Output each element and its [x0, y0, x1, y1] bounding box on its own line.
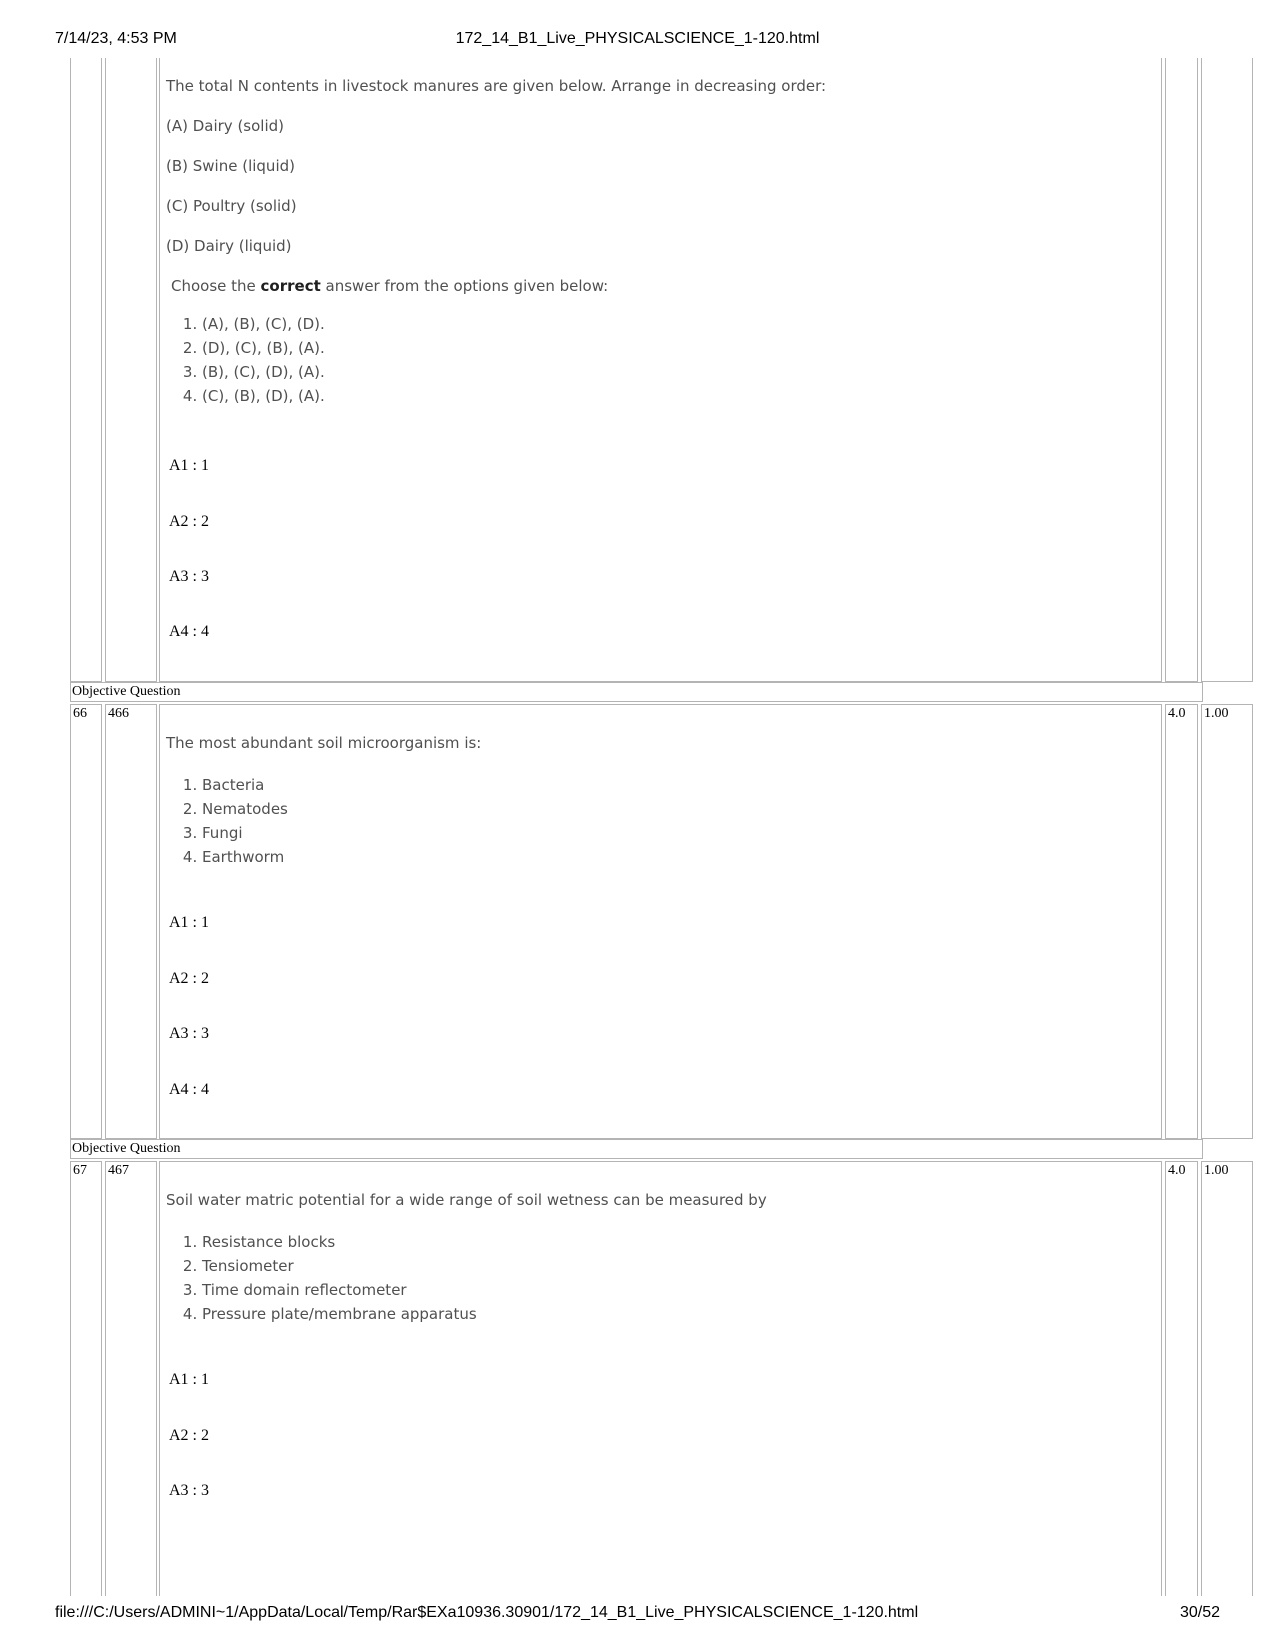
option-item: 3. (B), (C), (D), (A).: [202, 360, 1151, 384]
answer-key-2: A2 : 2: [169, 513, 209, 530]
marks-cell: 4.0: [1165, 704, 1198, 1139]
option-list: [166, 312, 1151, 408]
page-indicator: 30/52: [1179, 1604, 1220, 1621]
question-type-row: Objective Question: [70, 682, 1203, 702]
option-item: 3. Time domain reflectometer: [202, 1278, 1151, 1302]
print-footer: [55, 1604, 1220, 1626]
answer-key-4: A4 : 4: [169, 623, 209, 640]
print-datetime: 7/14/23, 4:53 PM: [55, 30, 177, 47]
negative-cell: 1.00: [1201, 704, 1253, 1139]
qid-cell: 467: [105, 1161, 157, 1596]
instruction: [166, 276, 1151, 316]
instruction-bold: correct: [260, 277, 321, 295]
question-stem: The most abundant soil microorganism is:: [166, 734, 482, 752]
print-header: [55, 30, 1220, 52]
option-item: 2. (D), (C), (B), (A).: [202, 336, 1151, 360]
question-block-65: [70, 58, 1203, 682]
instruction-post: answer from the options given below:: [320, 277, 609, 295]
answer-key-3: A3 : 3: [169, 1482, 209, 1499]
answer-key-2: A2 : 2: [169, 970, 209, 987]
serial-cell: 66: [70, 704, 102, 1139]
question-text: [166, 733, 1151, 869]
question-block-67: [70, 1161, 1229, 1596]
answer-key-1: A1 : 1: [169, 1371, 209, 1388]
option-item: 2. Tensiometer: [202, 1254, 1151, 1278]
question-cell: [159, 704, 1162, 1139]
option-item: 1. Resistance blocks: [202, 1230, 1151, 1254]
print-file-url: file:///C:/Users/ADMINI~1/AppData/Local/Temp/Rar$EXa10936.30901/172_14_B1_Live_PHYSICALSCIENCE_1-120.html: [55, 1604, 919, 1621]
match-item: (B) Swine (liquid): [166, 157, 295, 175]
option-list: [166, 773, 1151, 869]
option-item: 4. (C), (B), (D), (A).: [202, 384, 1151, 408]
question-cell: [159, 1161, 1162, 1596]
answer-key-3: A3 : 3: [169, 568, 209, 585]
marks-cell: [1165, 58, 1198, 682]
question-cell: [159, 58, 1162, 682]
question-type-row: Objective Question: [70, 1139, 1203, 1159]
match-item: (A) Dairy (solid): [166, 117, 285, 135]
marks-cell: 4.0: [1165, 1161, 1198, 1596]
question-text: [166, 1190, 1151, 1326]
print-doc-title: 172_14_B1_Live_PHYSICALSCIENCE_1-120.html: [455, 30, 820, 47]
answer-key-1: A1 : 1: [169, 457, 209, 474]
answer-key-4: A4 : 4: [169, 1081, 209, 1098]
match-item: (D) Dairy (liquid): [166, 237, 292, 255]
option-item: 1. Bacteria: [202, 773, 1151, 797]
option-item: 1. (A), (B), (C), (D).: [202, 312, 1151, 336]
serial-cell: [70, 58, 102, 682]
qid-cell: 466: [105, 704, 157, 1139]
option-item: 4. Earthworm: [202, 845, 1151, 869]
negative-cell: [1201, 58, 1253, 682]
question-stem: The total N contents in livestock manures are given below. Arrange in decreasing order:: [166, 77, 827, 95]
serial-cell: 67: [70, 1161, 102, 1596]
question-stem: Soil water matric potential for a wide range of soil wetness can be measured by: [166, 1191, 767, 1209]
negative-cell: 1.00: [1201, 1161, 1253, 1596]
instruction-pre: Choose the: [171, 277, 261, 295]
option-item: 2. Nematodes: [202, 797, 1151, 821]
option-item: 4. Pressure plate/membrane apparatus: [202, 1302, 1151, 1326]
answer-key-1: A1 : 1: [169, 914, 209, 931]
question-sheet: [70, 58, 1229, 1596]
qid-cell: [105, 58, 157, 682]
answer-key-3: A3 : 3: [169, 1025, 209, 1042]
match-item: (C) Poultry (solid): [166, 197, 297, 215]
answer-key-2: A2 : 2: [169, 1427, 209, 1444]
question-block-66: [70, 704, 1229, 1139]
option-list: [166, 1230, 1151, 1326]
option-item: 3. Fungi: [202, 821, 1151, 845]
question-text: [166, 76, 1151, 408]
